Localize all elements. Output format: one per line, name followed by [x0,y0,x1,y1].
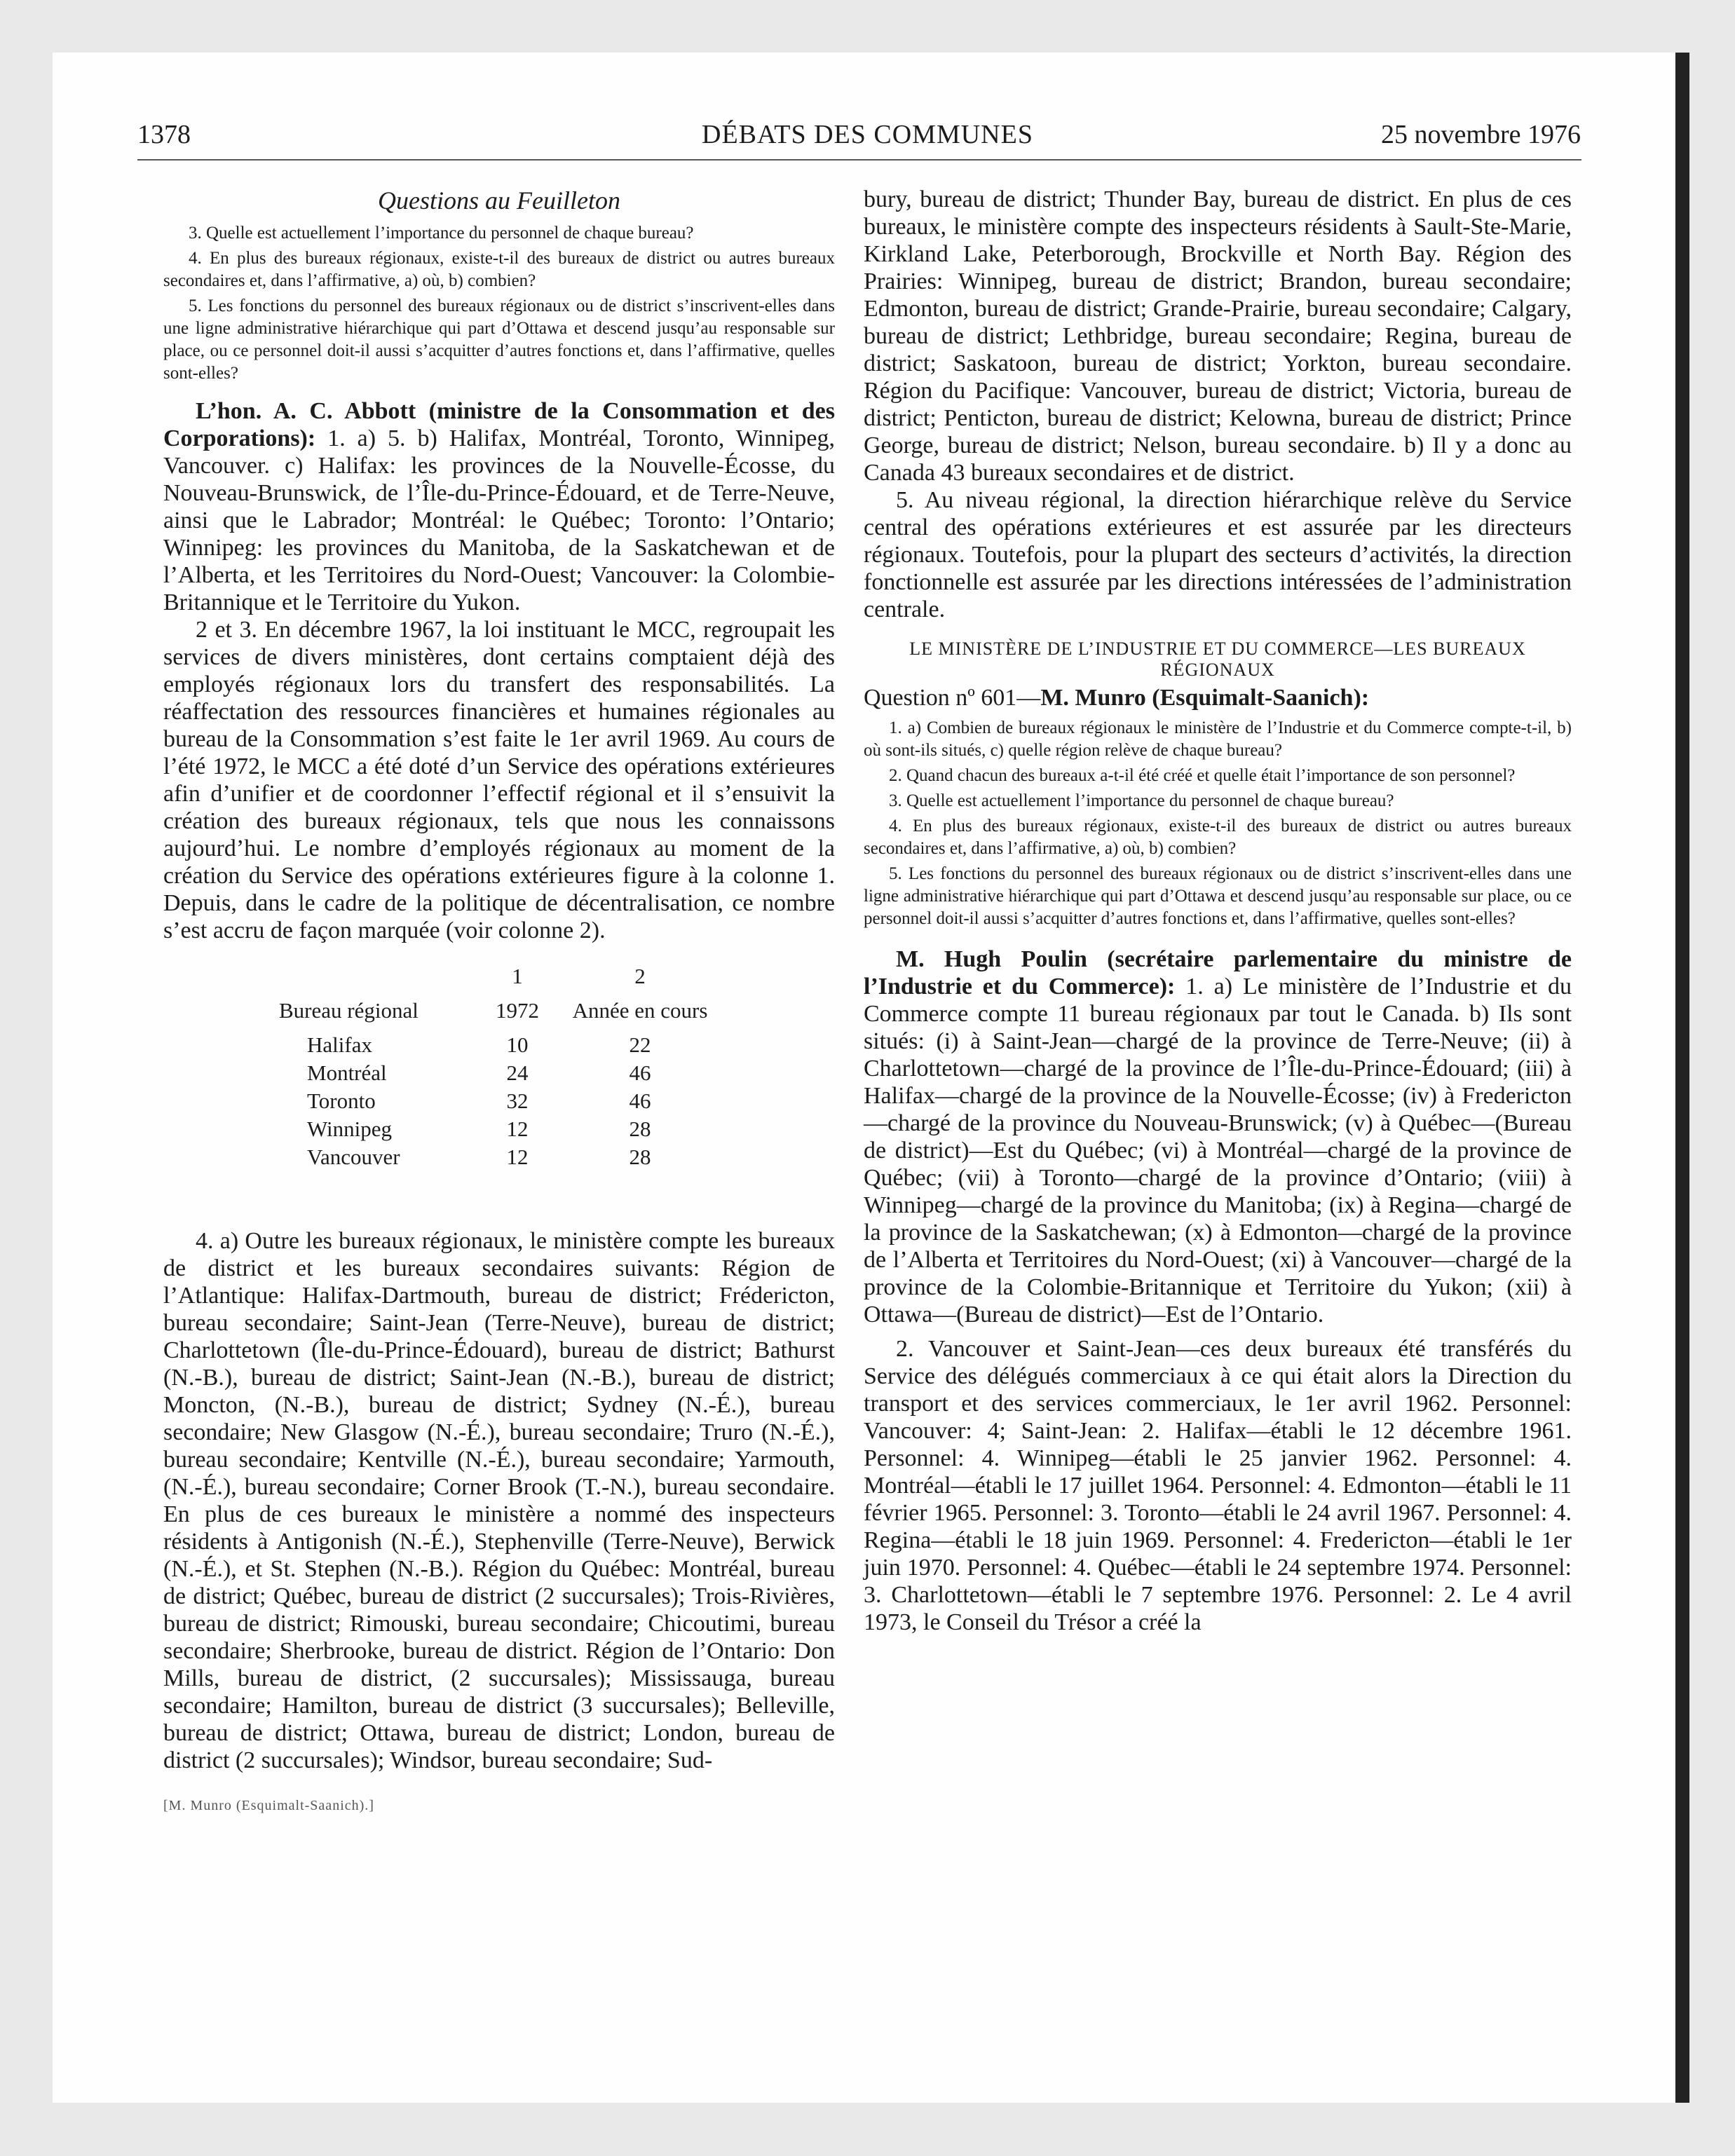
table-row [279,1115,724,1143]
cell-current: 46 [629,1060,651,1085]
page-number: 1378 [137,120,191,149]
speaker-footnote: [M. Munro (Esquimalt-Saanich).] [163,1798,374,1813]
cell-bureau: Halifax [307,1032,372,1057]
col-number-2: 2 [634,964,646,988]
cell-1972: 10 [506,1032,529,1057]
table-row [279,1059,724,1087]
question-heading [864,685,1572,711]
scan-edge-bar [1675,53,1689,2103]
regional-staff-table [279,962,724,1171]
answer-poulin [864,946,1572,1328]
left-column [163,186,835,1814]
paragraph-2-3: 2 et 3. En décembre 1967, la loi instituant le MCC, regroupait les services de divers ministères, dont certains comptaient déjà des employés régionaux lors du transfert des responsabilités. La réaffectation des ressources financières et humaines régionales au bureau de la Consommation s’est faite le 1er avril 1969. Au cours de l’été 1972, le MCC a été doté d’un Service des opérations extérieures afin d’unifier et de coordonner l’effectif régional et il s’ensuivit la création des bureaux régionaux, tels que nous les connaissons aujourd’hui. Le nombre d’employés régionaux au moment de la création du Service des opérations extérieures figure à la colonne 1. Depuis, dans le cadre de la politique de décentralisation, ce nombre s’est accru de façon marquée (voir colonne 2). [163,617,835,943]
cell-current: 28 [629,1117,651,1141]
question-5: 5. Les fonctions du personnel des bureaux régionaux ou de district s’inscrivent-elles dans une ligne administrative hiérarchique qui part d’Ottawa et descend jusqu’au responsable sur place, ou ce personnel doit-il aussi s’acquitter d’autres fonctions et, dans l’affirmative, quelles sont-elles? [864,864,1572,928]
question-number: Question nº 601— [864,685,1041,711]
paragraph-5: 5. Au niveau régional, la direction hiérarchique relève du Service central des opérations extérieures et est assurée par les directeurs régionaux. Toutefois, pour la plupart des secteurs d’activités, la direction fonctionnelle est assurée par les directions intéressées de l’administration centrale. [864,487,1572,622]
question-2: 2. Quand chacun des bureaux a-t-il été créé et quelle était l’importance de son personnel? [889,766,1516,785]
question-5: 5. Les fonctions du personnel des bureaux régionaux ou de district s’inscrivent-elles dans une ligne administrative hiérarchique qui part d’Ottawa et descend jusqu’au responsable sur place, ou ce personnel doit-il aussi s’acquitter d’autres fonctions et, dans l’affirmative, quelles sont-elles? [163,296,835,383]
cell-bureau: Winnipeg [307,1117,393,1141]
cell-1972: 12 [506,1145,529,1169]
header-rule [137,159,1581,161]
cell-bureau: Vancouver [307,1145,400,1169]
table-row [279,1143,724,1171]
paragraph-4: 4. a) Outre les bureaux régionaux, le ministère compte les bureaux de district et les bureaux secondaires suivants: Région de l’Atlantique: Halifax-Dartmouth, bureau de district; Frédericton, bureau secondaire; Saint-Jean (Terre-Neuve), bureau de district; Charlottetown (Île-du-Prince-Édouard), bureau de district; Bathurst (N.-B.), bureau de district; Saint-Jean (N.-B.), bureau de district; Moncton, (N.-B.), bureau de district; Sydney (N.-É.), bureau secondaire; New Glasgow (N.-É.), bureau secondaire; Truro (N.-É.), bureau secondaire; Kentville (N.-É.), bureau secondaire; Yarmouth, (N.-É.), bureau secondaire; Corner Brook (T.-N.), bureau secondaire. En plus de ces bureaux le ministère a nommé des inspecteurs résidents à Antigonish (N.-É.), Stephenville (Terre-Neuve), Berwick (N.-É.), et St. Stephen (N.-B.). Région du Québec: Montréal, bureau de district; Québec, bureau de district (2 succursales); Trois-Rivières, bureau de district; Rimouski, bureau secondaire; Chicoutimi, bureau secondaire; Sherbrooke, bureau de district. Région de l’Ontario: Don Mills, bureau de district, (2 succursales); Mississauga, bureau secondaire; Hamilton, bureau de district (3 succursales); Belleville, bureau de district; Ottawa, bureau de district; London, bureau de district (2 succursales); Windsor, bureau secondaire; Sud- [163,1228,835,1773]
question-4: 4. En plus des bureaux régionaux, existe-t-il des bureaux de district ou autres bureaux secondaires et, dans l’affirmative, a) où, b) combien? [864,817,1572,858]
cell-1972: 12 [506,1117,529,1141]
cell-current: 22 [629,1032,651,1057]
cell-current: 28 [629,1145,651,1169]
question-1: 1. a) Combien de bureaux régionaux le ministère de l’Industrie et du Commerce compte-t-il, b) où sont-ils situés, c) quelle région relève de chaque bureau? [864,718,1572,760]
publication-title: DÉBATS DES COMMUNES [702,120,1033,149]
answer-poulin-text: 1. a) Le ministère de l’Industrie et du Commerce compte 11 bureau régionaux par tout le Canada. b) Ils sont situés: (i) à Saint-Jean—chargé de la province de Terre-Neuve; (ii) à Charlottetown—chargé de la province de l’Île-du-Prince-Édouard; (iii) à Halifax—chargé de la province de la Nouvelle-Écosse; (iv) à Fredericton—chargé de la province du Nouveau-Brunswick; (v) à Québec—(Bureau de district)—Est du Québec; (vi) à Montréal—chargé de la province de Québec; (vii) à Toronto—chargé de la province d’Ontario; (viii) à Winnipeg—chargé de la province du Manitoba; (ix) à Regina—chargé de la province de la Saskatchewan; (x) à Edmonton—chargé de la province de l’Alberta et Territoires du Nord-Ouest; (xi) à Vancouver—chargé de la province de la Colombie-Britannique et Territoire du Yukon; (xii) à Ottawa—(Bureau de district)—Est de l’Ontario. [864,974,1572,1328]
section-heading: LE MINISTÈRE DE L’INDUSTRIE ET DU COMMERCE—LES BUREAUX RÉGIONAUX [909,639,1526,680]
cell-1972: 24 [506,1060,529,1085]
table-row [279,1087,724,1115]
col-number-1: 1 [512,964,523,988]
publication-date: 25 novembre 1976 [1381,120,1581,149]
question-4: 4. En plus des bureaux régionaux, existe-t-il des bureaux de district ou autres bureaux secondaires et, dans l’affirmative, a) où, b) combien? [163,249,835,290]
section-title: Questions au Feuilleton [378,186,620,214]
paragraph-2: 2. Vancouver et Saint-Jean—ces deux bureaux été transférés du Service des délégués commerciaux à ce qui était alors la Direction du transport et des services commerciaux, le 1er avril 1962. Personnel: Vancouver: 4; Saint-Jean: 2. Halifax—établi le 12 décembre 1961. Personnel: 4. Winnipeg—établi le 25 janvier 1962. Personnel: 4. Montréal—établi le 17 juillet 1964. Personnel: 4. Edmonton—établi le 11 février 1965. Personnel: 3. Toronto—établi le 24 avril 1967. Personnel: 4. Regina—établi le 18 juin 1969. Personnel: 4. Fredericton—établi le 1er juin 1970. Personnel: 4. Québec—établi le 24 septembre 1974. Personnel: 3. Charlottetown—établi le 7 septembre 1976. Personnel: 2. Le 4 avril 1973, le Conseil du Trésor a créé la [864,1336,1572,1635]
cell-bureau: Montréal [307,1060,387,1085]
speaker-abbott: L’hon. A. C. Abbott (ministre de la Consommation et des Corporations): [163,398,835,451]
right-column [864,186,1572,1636]
paragraph-4-continued: bury, bureau de district; Thunder Bay, bureau de district. En plus de ces bureaux, le ministère compte des inspecteurs résidents à Sault-Ste-Marie, Kirkland Lake, Peterborough, Brockville et North Bay. Région des Prairies: Winnipeg, bureau de district; Brandon, bureau secondaire; Edmonton, bureau de district; Grande-Prairie, bureau secondaire; Calgary, bureau de district; Lethbridge, bureau secondaire; Regina, bureau de district; Saskatoon, bureau de district; Yorkton, bureau secondaire. Région du Pacifique: Vancouver, bureau de district; Victoria, bureau de district; Penticton, bureau de district; Kelowna, bureau de district; Prince George, bureau de district; Nelson, bureau secondaire. b) Il y a donc au Canada 43 bureaux secondaires et de district. [864,186,1572,486]
header-bureau: Bureau régional [279,998,419,1023]
question-3: 3. Quelle est actuellement l’importance du personnel de chaque bureau? [889,791,1394,810]
answer-abbott [163,397,835,616]
cell-1972: 32 [506,1089,529,1113]
cell-bureau: Toronto [307,1089,376,1113]
header-1972: 1972 [496,998,539,1023]
speaker-poulin: M. Hugh Poulin (secrétaire parlementaire du ministre de l’Industrie et du Commerce): [864,946,1572,999]
answer-abbott-text: 1. a) 5. b) Halifax, Montréal, Toronto, Winnipeg, Vancouver. c) Halifax: les provinces de la Nouvelle-Écosse, du Nouveau-Brunswick, de l’Île-du-Prince-Édouard, et de Terre-Neuve, ainsi que le Labrador; Montréal: le Québec; Toronto: l’Ontario; Winnipeg: les provinces du Manitoba, de la Saskatchewan et de l’Alberta, et les Territoires du Nord-Ouest; Vancouver: la Colombie-Britannique et le Territoire du Yukon. [163,425,835,615]
cell-current: 46 [629,1089,651,1113]
question-3: 3. Quelle est actuellement l’importance du personnel de chaque bureau? [189,224,694,243]
question-author: M. Munro (Esquimalt-Saanich): [1040,685,1370,711]
table-row [279,1031,724,1059]
header-annee: Année en cours [572,998,708,1023]
